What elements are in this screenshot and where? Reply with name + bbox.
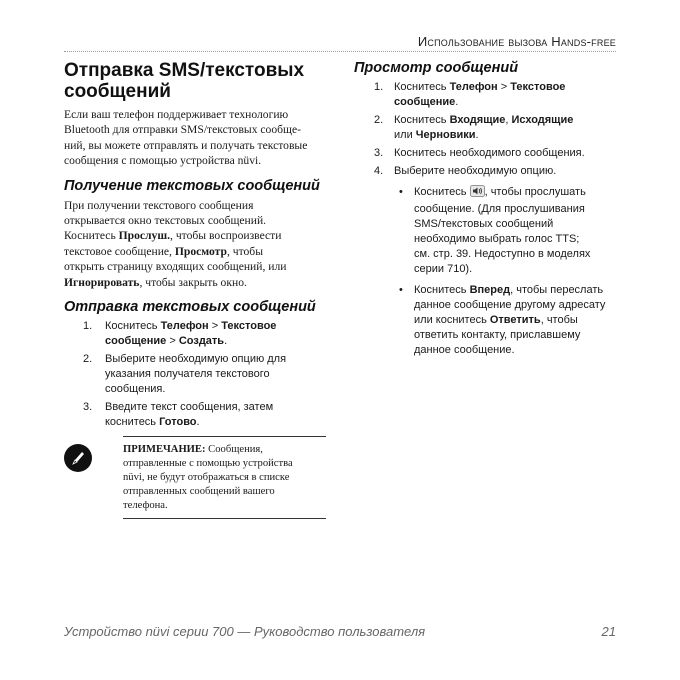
step-number: 1. <box>374 81 384 93</box>
option-text: или коснитесь <box>414 314 490 326</box>
done-term: Готово <box>159 416 197 429</box>
option-text: , чтобы прослушать <box>484 186 586 198</box>
inbox-term: Входящие <box>449 114 506 126</box>
bullet: • <box>399 186 403 198</box>
step-text: Коснитесь необходимого сообщения. <box>394 147 585 159</box>
right-column <box>354 60 620 364</box>
viewing-options <box>354 185 620 358</box>
step-text: Выберите необходимую опцию для <box>105 353 287 366</box>
receiving-line: При получении текстового сообщения <box>64 198 254 212</box>
option-listen <box>354 185 620 277</box>
view-term: Просмотр <box>174 244 227 258</box>
viewing-step-1 <box>354 80 620 110</box>
receiving-line: открыть страницу входящих сообщений, или <box>64 260 287 274</box>
phone-term: Телефон <box>449 81 498 93</box>
ignore-term: Игнорировать <box>64 275 140 289</box>
note-line: отправленные с помощью устройства <box>123 458 293 470</box>
intro-line: сообщения с помощью устройства nüvi. <box>64 154 262 168</box>
step-text: сообщения. <box>105 383 166 396</box>
step-number: 1. <box>83 320 93 333</box>
option-text: Коснитесь <box>414 186 470 198</box>
page-title <box>64 60 326 102</box>
step-text: . <box>196 416 200 429</box>
option-text: SMS/текстовых сообщений <box>414 218 554 230</box>
running-header: Использование вызова Hands-free <box>417 34 616 49</box>
step-number: 4. <box>374 165 384 177</box>
receiving-line: открывается окно текстовых сообщений. <box>64 214 267 228</box>
intro-line: Bluetooth для отправки SMS/текстовых сообще- <box>64 123 301 137</box>
step-separator: , <box>505 114 512 126</box>
option-forward-reply <box>354 283 620 358</box>
intro-line: Если ваш телефон поддерживает технологию <box>64 108 289 121</box>
viewing-step-3 <box>354 146 620 161</box>
sending-step-1 <box>64 319 326 349</box>
option-text: , чтобы <box>540 314 578 326</box>
page-title-line-2: сообщений <box>64 81 171 102</box>
text-message-term: сообщение <box>105 335 167 348</box>
step-number: 2. <box>83 353 93 366</box>
option-text: сообщение. (Для прослушивания <box>414 203 585 215</box>
step-text: Коснитесь <box>394 114 450 126</box>
receiving-heading: Получение текстовых сообщений <box>64 177 320 194</box>
page-title-line-1: Отправка SMS/текстовых <box>64 60 305 81</box>
note-line: Сообщения, <box>205 444 263 456</box>
listen-term: Прослуш. <box>118 229 171 243</box>
receiving-text: текстовое сообщение, <box>64 244 175 258</box>
bullet: • <box>399 284 403 296</box>
intro-paragraph <box>64 107 326 169</box>
create-term: Создать <box>178 335 225 348</box>
text-message-term: сообщение <box>394 96 456 108</box>
note-line: nüvi, не будут отображаться в списке <box>123 472 290 484</box>
receiving-text: , чтобы воспроизвести <box>170 229 282 243</box>
option-text: , чтобы переслать <box>510 284 604 296</box>
sending-step-3 <box>64 400 326 430</box>
step-number: 2. <box>374 114 384 126</box>
left-column <box>64 60 326 522</box>
receiving-paragraph <box>64 198 326 290</box>
option-text: см. стр. 39. Недоступно в моделях <box>414 248 591 260</box>
step-separator: > <box>208 320 222 333</box>
note-pencil-icon <box>64 444 92 472</box>
intro-line: ний, вы можете отправлять и получать текстовые <box>64 138 308 152</box>
option-text: необходимо выбрать голос TTS; <box>414 233 580 245</box>
page-footer <box>64 624 616 639</box>
step-number: 3. <box>374 147 384 159</box>
speaker-icon <box>470 185 485 202</box>
receiving-text: Коснитесь <box>64 229 119 243</box>
forward-term: Вперед <box>469 284 511 296</box>
footer-title: Устройство nüvi серии 700 — Руководство пользователя <box>64 624 426 639</box>
header-divider <box>64 51 616 52</box>
step-text: Коснитесь <box>105 320 161 333</box>
option-text: серии 710). <box>414 263 473 275</box>
sending-heading: Отправка текстовых сообщений <box>64 299 316 316</box>
text-message-term: Текстовое <box>510 81 566 93</box>
receiving-text: , чтобы закрыть окно. <box>139 275 247 289</box>
viewing-steps <box>354 80 620 179</box>
step-text: . <box>455 96 459 108</box>
viewing-step-2 <box>354 113 620 143</box>
step-text: указания получателя текстового <box>105 368 270 381</box>
receiving-text: , чтобы <box>226 244 263 258</box>
phone-term: Телефон <box>160 320 209 333</box>
note-label: ПРИМЕЧАНИЕ: <box>123 444 206 456</box>
outbox-term: Исходящие <box>511 114 574 126</box>
reply-term: Ответить <box>489 314 541 326</box>
option-text: данное сообщение. <box>414 344 515 356</box>
viewing-heading: Просмотр сообщений <box>354 60 519 76</box>
text-message-term: Текстовое <box>221 320 277 333</box>
page-number: 21 <box>601 624 616 639</box>
step-separator: > <box>166 335 179 348</box>
step-text: Введите текст сообщения, затем <box>105 401 274 414</box>
note-line: телефона. <box>123 500 168 512</box>
step-text: Коснитесь <box>394 81 450 93</box>
option-text: Коснитесь <box>414 284 470 296</box>
note-block <box>64 436 326 522</box>
option-text: данное сообщение другому адресату <box>414 299 606 311</box>
sending-step-2 <box>64 352 326 397</box>
drafts-term: Черновики <box>415 129 476 141</box>
step-text: . <box>475 129 479 141</box>
step-text: коснитесь <box>105 416 160 429</box>
sending-steps <box>64 319 326 430</box>
note-line: отправленных сообщений вашего <box>123 486 275 498</box>
note-text <box>123 436 326 519</box>
step-text: Выберите необходимую опцию. <box>394 165 557 177</box>
step-number: 3. <box>83 401 93 414</box>
option-text: ответить контакту, приславшему <box>414 329 581 341</box>
step-separator: > <box>497 81 511 93</box>
step-text: . <box>224 335 228 348</box>
step-text: или <box>394 129 416 141</box>
viewing-step-4 <box>354 164 620 179</box>
